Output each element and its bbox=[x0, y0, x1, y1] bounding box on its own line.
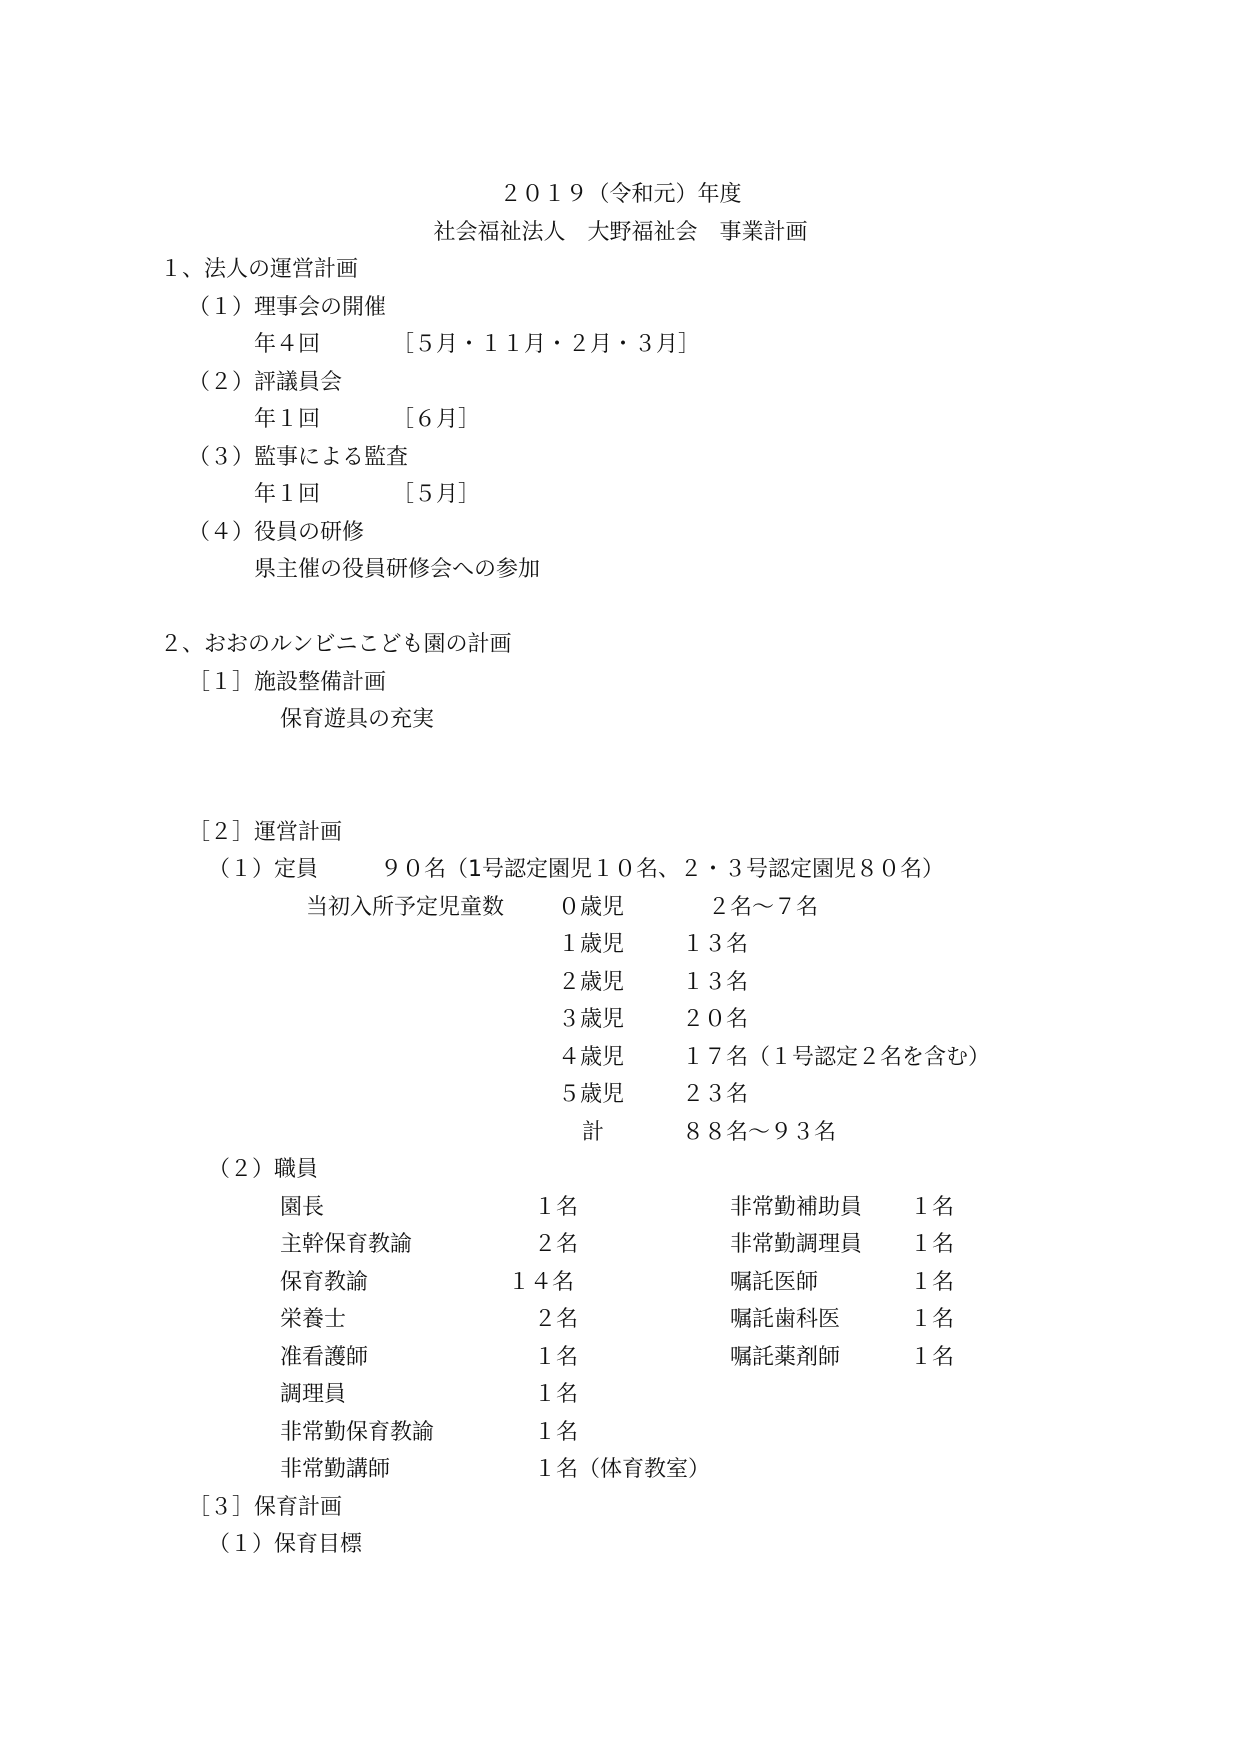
childcare-goal-label: （１）保育目標 bbox=[208, 1532, 363, 1557]
audit-frequency: 年１回 bbox=[254, 482, 321, 507]
staff-count: １４名 bbox=[508, 1270, 575, 1295]
total-label: 計 bbox=[582, 1120, 605, 1145]
facility-plan-label: ［１］施設整備計画 bbox=[188, 670, 387, 695]
staff-count: １名 bbox=[534, 1420, 579, 1445]
operation-plan-label: ［２］運営計画 bbox=[188, 820, 343, 845]
age-2-count: １３名 bbox=[682, 970, 749, 995]
staff-label: （２）職員 bbox=[208, 1157, 319, 1182]
councilors-months: ［６月］ bbox=[392, 407, 481, 432]
audit-label: （３）監事による監査 bbox=[188, 445, 409, 470]
facility-plan-detail: 保育遊具の充実 bbox=[280, 707, 435, 732]
staff-count: １名 bbox=[910, 1195, 955, 1220]
section-2-heading: ２、おおのルンビニこども園の計画 bbox=[160, 632, 512, 657]
age-3-label: ３歳児 bbox=[558, 1007, 625, 1032]
age-4-count: １７名（１号認定２名を含む） bbox=[682, 1045, 991, 1070]
staff-role: 非常勤補助員 bbox=[730, 1195, 863, 1220]
staff-count: １名 bbox=[910, 1270, 955, 1295]
age-1-label: １歳児 bbox=[558, 932, 625, 957]
section-1-heading: １、法人の運営計画 bbox=[160, 257, 359, 282]
staff-role: 主幹保育教諭 bbox=[280, 1232, 413, 1257]
childcare-plan-label: ［３］保育計画 bbox=[188, 1495, 343, 1520]
staff-role: 調理員 bbox=[280, 1382, 347, 1407]
staff-count: １名 bbox=[910, 1307, 955, 1332]
councilors-frequency: 年１回 bbox=[254, 407, 321, 432]
staff-role: 准看護師 bbox=[280, 1345, 369, 1370]
councilors-label: （２）評議員会 bbox=[188, 370, 343, 395]
staff-count: １名 bbox=[534, 1345, 579, 1370]
document-title: 社会福祉法人 大野福祉会 事業計画 bbox=[433, 220, 808, 245]
staff-count: １名 bbox=[534, 1382, 579, 1407]
age-2-label: ２歳児 bbox=[558, 970, 625, 995]
board-meeting-months: ［５月・１１月・２月・３月］ bbox=[392, 332, 701, 357]
age-4-label: ４歳児 bbox=[558, 1045, 625, 1070]
staff-role: 嘱託医師 bbox=[730, 1270, 819, 1295]
staff-count: ２名 bbox=[534, 1307, 579, 1332]
staff-count: １名（体育教室） bbox=[534, 1457, 711, 1482]
officer-training-label: （４）役員の研修 bbox=[188, 520, 365, 545]
age-0-count: ２名～７名 bbox=[708, 895, 819, 920]
audit-months: ［５月］ bbox=[392, 482, 481, 507]
total-count: ８８名～９３名 bbox=[682, 1120, 837, 1145]
staff-count: １名 bbox=[910, 1232, 955, 1257]
board-meeting-frequency: 年４回 bbox=[254, 332, 321, 357]
staff-role: 非常勤講師 bbox=[280, 1457, 391, 1482]
board-meeting-label: （１）理事会の開催 bbox=[188, 295, 387, 320]
staff-role: 嘱託歯科医 bbox=[730, 1307, 841, 1332]
capacity-value: ９０名（1号認定園児１０名、２・３号認定園児８０名） bbox=[380, 857, 944, 882]
officer-training-detail: 県主催の役員研修会への参加 bbox=[254, 557, 541, 582]
staff-role: 栄養士 bbox=[280, 1307, 347, 1332]
staff-role: 非常勤調理員 bbox=[730, 1232, 863, 1257]
staff-count: １名 bbox=[910, 1345, 955, 1370]
age-0-label: ０歳児 bbox=[558, 895, 625, 920]
staff-role: 園長 bbox=[280, 1195, 325, 1220]
staff-role: 非常勤保育教諭 bbox=[280, 1420, 435, 1445]
staff-role: 保育教諭 bbox=[280, 1270, 369, 1295]
document-year: ２０１９（令和元）年度 bbox=[499, 182, 742, 207]
staff-count: ２名 bbox=[534, 1232, 579, 1257]
age-1-count: １３名 bbox=[682, 932, 749, 957]
planned-children-label: 当初入所予定児童数 bbox=[306, 895, 505, 920]
staff-role: 嘱託薬剤師 bbox=[730, 1345, 841, 1370]
staff-count: １名 bbox=[534, 1195, 579, 1220]
age-5-count: ２３名 bbox=[682, 1082, 749, 1107]
age-3-count: ２０名 bbox=[682, 1007, 749, 1032]
capacity-label: （１）定員 bbox=[208, 857, 319, 882]
age-5-label: ５歳児 bbox=[558, 1082, 625, 1107]
